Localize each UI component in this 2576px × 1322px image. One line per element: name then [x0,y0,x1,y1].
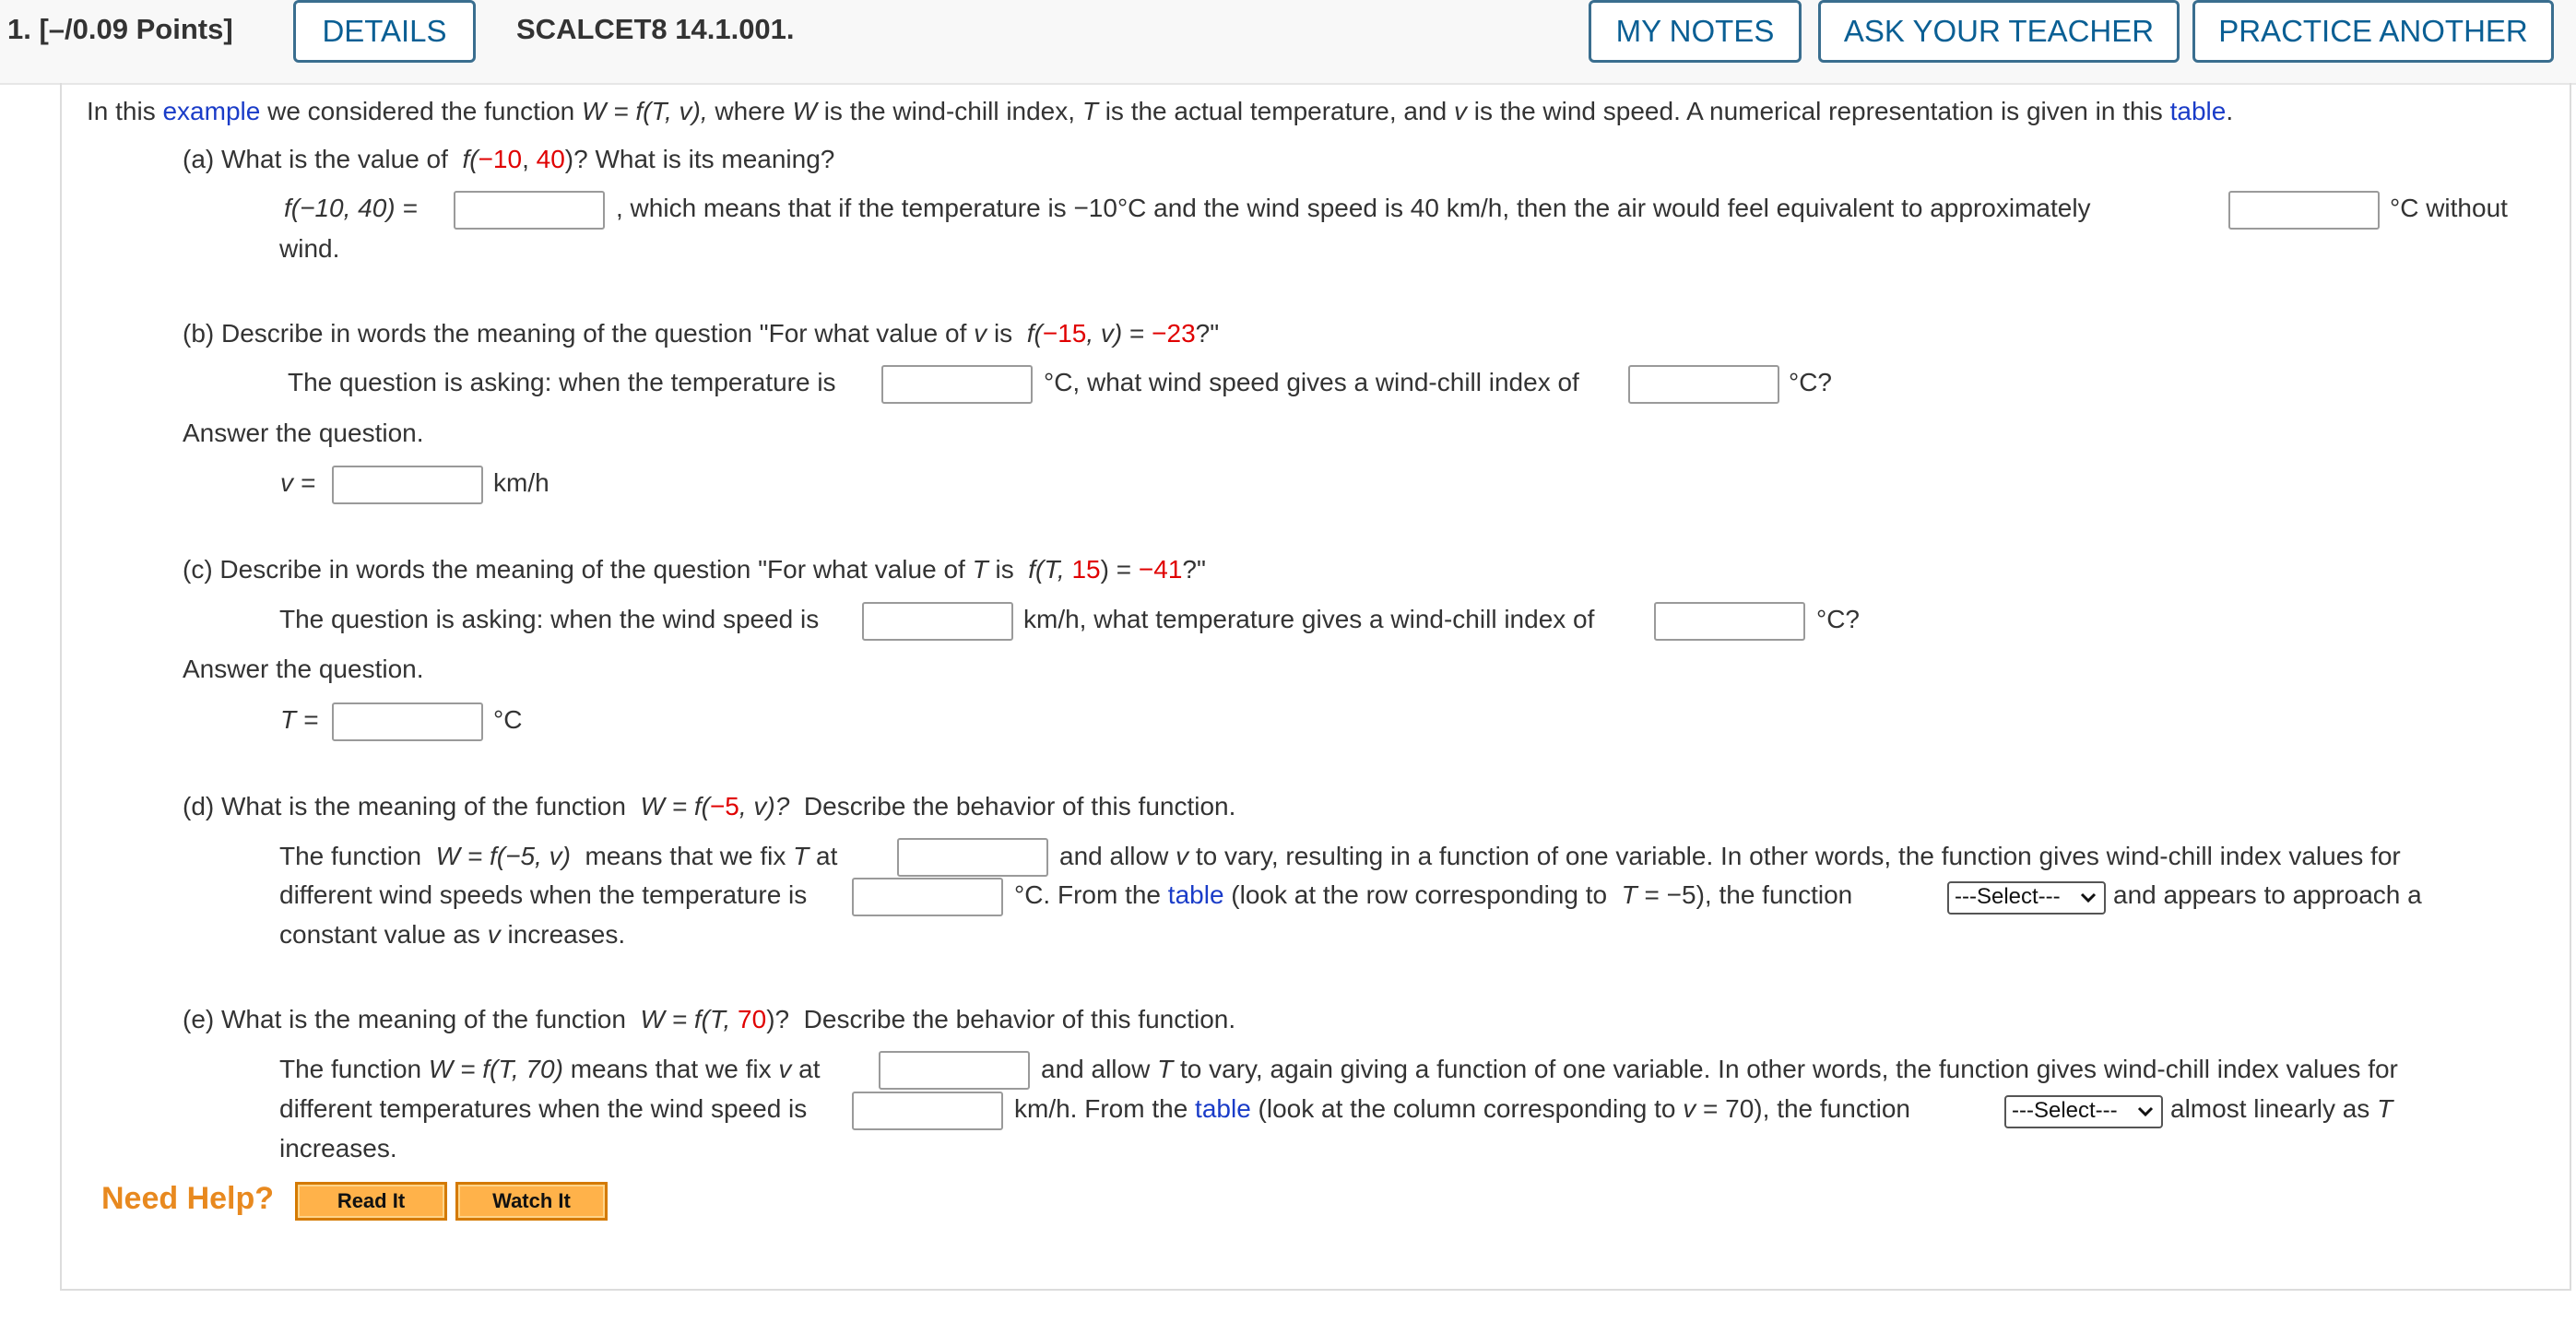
part-a-wind: wind. [279,234,340,263]
part-c-answer-label: Answer the question. [183,655,424,683]
part-e-line-3: increases. [279,1134,397,1163]
part-d-line-1a: The function W = f(−5, v) means that we fix T at [279,842,838,870]
part-a-value-input[interactable] [454,191,605,230]
part-a-equivalent-input[interactable] [2228,191,2380,230]
part-c-speed-input[interactable] [862,602,1013,641]
ask-teacher-button[interactable]: ASK YOUR TEACHER [1818,0,2180,63]
part-b-ask-1: The question is asking: when the temperature is [288,368,836,396]
example-link[interactable]: example [162,97,261,125]
part-b-ask-3: °C? [1789,368,1832,396]
table-link-d[interactable]: table [1167,880,1224,909]
question-points: 1. [–/0.09 Points] [7,13,233,45]
part-b-index-input[interactable] [1628,365,1779,404]
part-d-behavior-select[interactable]: ---Select--- [1947,881,2106,915]
part-b-temperature-input[interactable] [881,365,1033,404]
read-it-button[interactable]: Read It [295,1182,447,1221]
part-d-line-2c: and appears to approach a [2113,880,2422,909]
part-b-var: v = [280,468,316,497]
my-notes-button[interactable]: MY NOTES [1589,0,1802,63]
part-b-ask-2: °C, what wind speed gives a wind-chill index of [1044,368,1579,396]
part-a-question: (a) What is the value of f(−10, 40)? What is its meaning? [183,145,835,173]
part-e-line-2b: km/h. From the table (look at the column corresponding to v = 70), the function [1014,1094,1910,1123]
part-c-var: T = [280,705,319,734]
part-e-question: (e) What is the meaning of the function W = f(T, 70)? Describe the behavior of this function. [183,1005,1236,1033]
practice-another-button[interactable]: PRACTICE ANOTHER [2192,0,2554,63]
part-b-question: (b) Describe in words the meaning of the question "For what value of v is f(−15, v) = −23?" [183,319,1220,348]
part-c-ask-1: The question is asking: when the wind speed is [279,605,820,633]
part-d-temp-input[interactable] [852,878,1003,916]
part-b-v-input[interactable] [332,466,483,504]
part-d-line-1b: and allow v to vary, resulting in a function of one variable. In other words, the function gives wind-chill index values for [1059,842,2401,870]
part-e-line-1a: The function W = f(T, 70) means that we fix v at [279,1055,821,1083]
table-link-e[interactable]: table [1195,1094,1251,1123]
part-d-line-2a: different wind speeds when the temperature is [279,880,808,909]
part-e-line-2c: almost linearly as T [2170,1094,2393,1123]
chevron-down-icon [2078,885,2098,911]
part-a-lhs: f(−10, 40) = [284,194,418,222]
part-d-line-3: constant value as v increases. [279,920,626,949]
part-b-answer-label: Answer the question. [183,419,424,447]
part-d-line-2b: °C. From the table (look at the row corresponding to T = −5), the function [1014,880,1853,909]
part-c-question: (c) Describe in words the meaning of the question "For what value of T is f(T, 15) = −41?" [183,555,1206,584]
details-button[interactable]: DETAILS [293,0,476,63]
part-d-fix-T-input[interactable] [897,838,1048,877]
part-a-meaning: , which means that if the temperature is −10°C and the wind speed is 40 km/h, then the air would feel equivalent to approximately [616,194,2091,222]
part-c-unit: °C [493,705,523,734]
part-e-line-1b: and allow T to vary, again giving a function of one variable. In other words, the function gives wind-chill index values for [1041,1055,2398,1083]
chevron-down-icon [2135,1099,2156,1125]
part-c-ask-3: °C? [1816,605,1860,633]
question-id: SCALCET8 14.1.001. [516,13,795,45]
part-e-behavior-select[interactable]: ---Select--- [2004,1095,2163,1128]
question-header [0,0,2576,85]
part-c-ask-2: km/h, what temperature gives a wind-chill index of [1023,605,1595,633]
part-c-T-input[interactable] [332,702,483,741]
part-c-index-input[interactable] [1654,602,1805,641]
need-help-label: Need Help? [101,1181,275,1216]
part-a-unit: °C without [2390,194,2508,222]
part-d-question: (d) What is the meaning of the function W = f(−5, v)? Describe the behavior of this function. [183,792,1236,820]
part-e-fix-v-input[interactable] [879,1051,1030,1090]
table-link[interactable]: table [2169,97,2227,125]
part-e-line-2a: different temperatures when the wind speed is [279,1094,808,1123]
part-b-unit: km/h [493,468,549,497]
part-e-speed-input[interactable] [852,1092,1003,1130]
intro-text: In this example we considered the function W = f(T, v), where W is the wind-chill index, T is the actual temperature, and v is the wind speed. A numerical representation is given in this table. [87,97,2234,125]
watch-it-button[interactable]: Watch It [455,1182,608,1221]
